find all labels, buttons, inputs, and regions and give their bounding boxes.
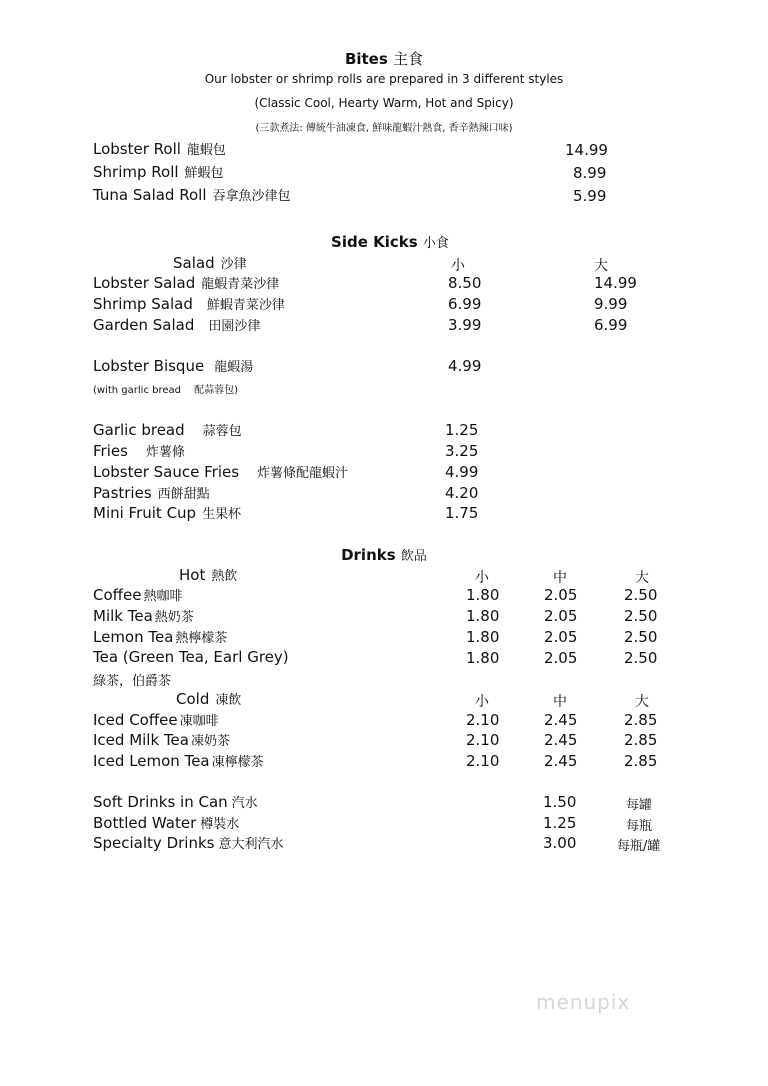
price-medium: 2.05 — [544, 628, 578, 646]
price-small: 1.80 — [466, 649, 500, 667]
list-item — [93, 483, 210, 502]
bisque-note — [93, 381, 238, 396]
size-large-label: 大 — [594, 258, 608, 274]
cold-header-label: Cold — [176, 690, 210, 708]
list-item — [93, 294, 285, 313]
item-name-zh: 樽裝水 — [200, 817, 240, 832]
list-item — [93, 751, 264, 770]
item-name: Pastries — [93, 484, 152, 502]
price-small: 3.99 — [448, 316, 482, 334]
price-large: 2.50 — [624, 628, 658, 646]
list-item — [93, 139, 226, 158]
item-name-zh: 炸薯條配龍蝦汁 — [257, 466, 349, 481]
item-unit: 每瓶 — [626, 819, 653, 834]
item-name-zh: 田園沙律 — [208, 319, 261, 334]
price-large: 9.99 — [594, 295, 628, 313]
hot-header-label: Hot — [179, 566, 206, 584]
size-medium-label: 中 — [553, 570, 567, 586]
item-name: Iced Milk Tea — [93, 731, 189, 749]
list-item — [93, 813, 239, 832]
list-item — [93, 420, 242, 439]
size-large-label: 大 — [635, 694, 649, 710]
item-price: 4.99 — [445, 463, 479, 481]
price-medium: 2.45 — [544, 711, 578, 729]
item-name: Specialty Drinks — [93, 834, 215, 852]
item-name-zh: 意大利汽水 — [218, 837, 284, 852]
item-name: Fries — [93, 442, 128, 460]
size-medium-label: 中 — [553, 694, 567, 710]
price-small: 6.99 — [448, 295, 482, 313]
item-name: Iced Coffee — [93, 711, 178, 729]
item-name: Lobster Salad — [93, 274, 196, 292]
item-name-zh: 熱咖啡 — [143, 589, 183, 604]
item-name-zh: 炸薯條 — [145, 445, 185, 460]
item-unit: 每瓶/罐 — [617, 839, 661, 854]
size-small-label: 小 — [475, 570, 489, 586]
bites-title: Bites — [344, 50, 388, 68]
price-large: 2.50 — [624, 586, 658, 604]
item-name: Lobster Bisque — [93, 357, 205, 375]
tea-note-zh: 綠茶，伯爵茶 — [93, 674, 172, 689]
item-price: 4.20 — [445, 484, 479, 502]
price-small: 1.80 — [466, 586, 500, 604]
item-name: Lemon Tea — [93, 628, 174, 646]
hot-header-zh: 熱飲 — [211, 569, 238, 584]
item-unit: 每罐 — [626, 798, 653, 813]
list-item — [93, 503, 241, 522]
list-item — [93, 462, 348, 481]
salad-header-zh: 沙律 — [220, 257, 247, 272]
item-price: 1.50 — [543, 793, 577, 811]
item-name: Iced Lemon Tea — [93, 752, 210, 770]
salad-header-label: Salad — [173, 254, 215, 272]
bites-heading — [0, 48, 768, 69]
list-item — [93, 162, 224, 181]
item-name-zh: 鮮蝦包 — [184, 166, 224, 181]
item-name-zh: 汽水 — [231, 796, 258, 811]
bisque-note-zh: 配蒜蓉包) — [194, 385, 239, 396]
list-item — [93, 606, 194, 625]
item-name-zh: 龍蝦包 — [186, 143, 226, 158]
price-small: 2.10 — [466, 731, 500, 749]
list-item — [93, 833, 283, 852]
item-name: Mini Fruit Cup — [93, 504, 197, 522]
hot-header — [179, 565, 237, 584]
item-name: Lobster Sauce Fries — [93, 463, 240, 481]
item-name-zh: 凍檸檬茶 — [211, 755, 264, 770]
list-item — [93, 730, 230, 749]
item-name-zh: 熱檸檬茶 — [175, 631, 228, 646]
item-name-zh: 凍奶茶 — [190, 734, 230, 749]
price-large: 2.85 — [624, 731, 658, 749]
list-item — [93, 627, 227, 646]
item-name-zh: 熱奶茶 — [154, 610, 194, 625]
item-name: Garlic bread — [93, 421, 185, 439]
salad-header — [173, 253, 247, 272]
sidekicks-heading — [0, 232, 768, 251]
item-price: 3.25 — [445, 442, 479, 460]
item-price: 5.99 — [573, 187, 607, 205]
drinks-title-zh: 飲品 — [400, 549, 427, 564]
item-price: 8.99 — [573, 164, 607, 182]
price-large: 2.50 — [624, 649, 658, 667]
item-name: Tuna Salad Roll — [93, 186, 207, 204]
list-item — [93, 356, 253, 375]
price-small: 8.50 — [448, 274, 482, 292]
sidekicks-title: Side Kicks — [331, 233, 418, 251]
item-price: 4.99 — [448, 357, 482, 375]
item-name: Tea (Green Tea, Earl Grey) — [93, 648, 289, 666]
price-large: 2.85 — [624, 752, 658, 770]
price-small: 1.80 — [466, 607, 500, 625]
drinks-heading — [0, 545, 768, 564]
price-small: 2.10 — [466, 711, 500, 729]
price-small: 2.10 — [466, 752, 500, 770]
item-name: Garden Salad — [93, 316, 195, 334]
item-name-zh: 西餅甜點 — [157, 487, 210, 502]
item-name-zh: 蒜蓉包 — [202, 424, 242, 439]
price-medium: 2.45 — [544, 752, 578, 770]
list-item — [93, 792, 258, 811]
bites-intro-2: (Classic Cool, Hearty Warm, Hot and Spicy) — [254, 96, 514, 110]
item-name: Coffee — [93, 586, 142, 604]
list-item — [93, 441, 185, 460]
item-name-zh: 吞拿魚沙律包 — [212, 189, 291, 204]
price-medium: 2.45 — [544, 731, 578, 749]
drinks-title: Drinks — [341, 546, 396, 564]
list-item — [93, 710, 219, 729]
item-price: 3.00 — [543, 834, 577, 852]
item-name-zh: 鮮蝦青菜沙律 — [206, 298, 285, 313]
cold-header-zh: 凍飲 — [215, 693, 242, 708]
item-name: Shrimp Roll — [93, 163, 179, 181]
item-name: Shrimp Salad — [93, 295, 193, 313]
item-name: Lobster Roll — [93, 140, 181, 158]
list-item — [93, 185, 291, 204]
price-medium: 2.05 — [544, 649, 578, 667]
sidekicks-title-zh: 小食 — [422, 236, 449, 251]
bisque-note-en: (with garlic bread — [93, 385, 181, 396]
size-small-label: 小 — [475, 694, 489, 710]
item-name-zh: 生果杯 — [202, 507, 242, 522]
item-name: Bottled Water — [93, 814, 197, 832]
item-price: 14.99 — [565, 141, 608, 159]
size-small-label: 小 — [451, 258, 465, 274]
item-name: Soft Drinks in Can — [93, 793, 228, 811]
item-name: Milk Tea — [93, 607, 153, 625]
size-large-label: 大 — [635, 570, 649, 586]
item-price: 1.25 — [445, 421, 479, 439]
list-item — [93, 648, 289, 666]
bites-title-zh: 主食 — [393, 50, 424, 68]
price-large: 6.99 — [594, 316, 628, 334]
price-large: 14.99 — [594, 274, 637, 292]
price-large: 2.50 — [624, 607, 658, 625]
price-large: 2.85 — [624, 711, 658, 729]
watermark: menupix — [536, 990, 631, 1014]
list-item — [93, 585, 182, 604]
item-name-zh: 龍蝦湯 — [214, 360, 254, 375]
item-price: 1.25 — [543, 814, 577, 832]
cold-header — [176, 689, 241, 708]
item-name-zh: 凍咖啡 — [179, 714, 219, 729]
item-name-zh: 龍蝦青菜沙律 — [201, 277, 280, 292]
bites-intro-1: Our lobster or shrimp rolls are prepared in 3 different styles — [204, 72, 564, 86]
bites-intro-3: (三款煮法: 傳統牛油凍食, 鮮味龍蝦汁熱食, 香辛熱辣口味) — [255, 123, 513, 134]
list-item — [93, 315, 260, 334]
price-medium: 2.05 — [544, 607, 578, 625]
price-medium: 2.05 — [544, 586, 578, 604]
price-small: 1.80 — [466, 628, 500, 646]
list-item — [93, 273, 279, 292]
item-price: 1.75 — [445, 504, 479, 522]
